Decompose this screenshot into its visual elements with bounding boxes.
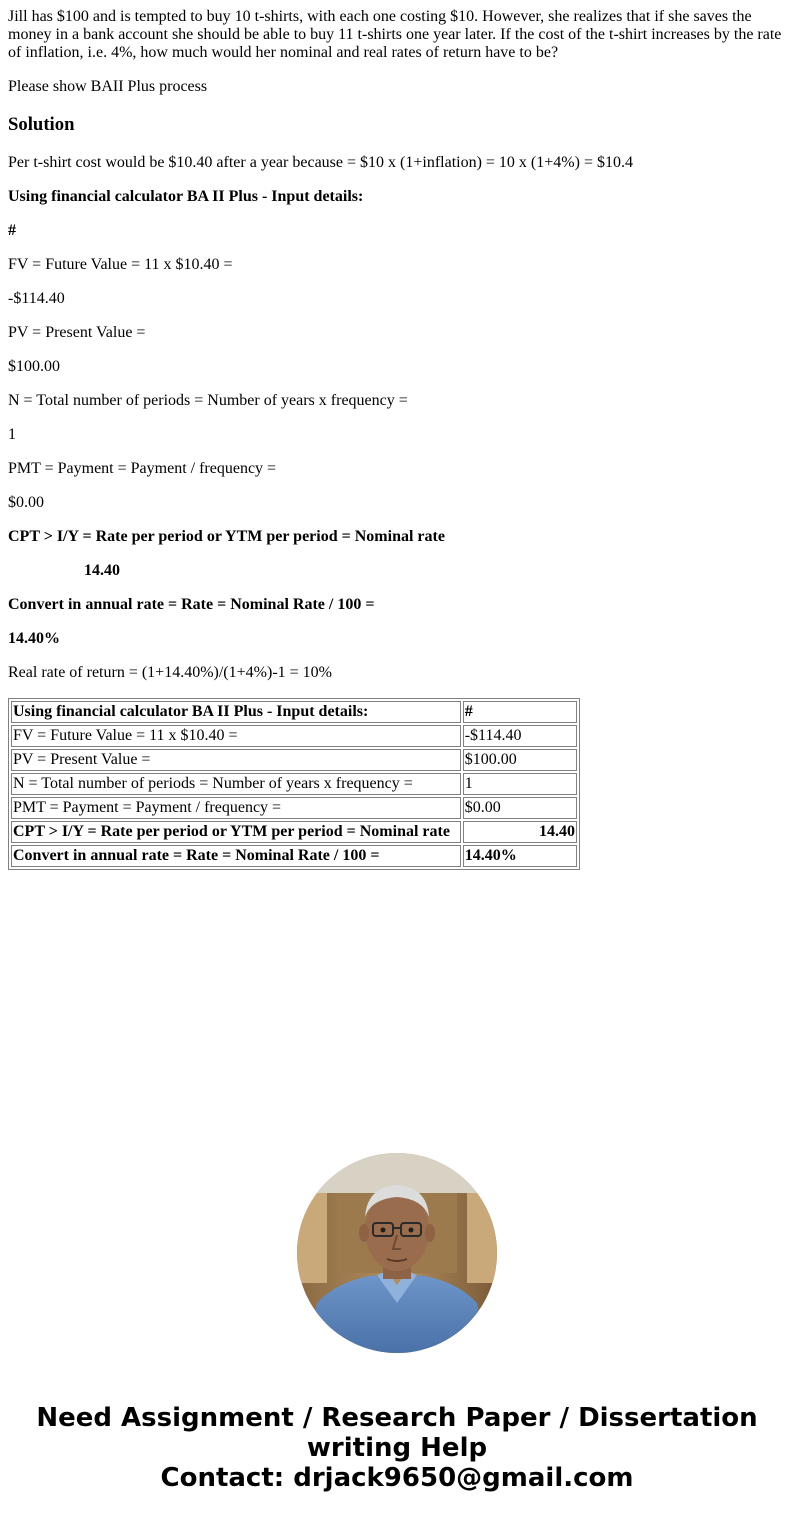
calculator-heading: Using financial calculator BA II Plus - Input details: (8, 188, 364, 205)
table-cell-label: FV = Future Value = 11 x $10.40 = (11, 725, 461, 747)
table-cell-value: $100.00 (463, 749, 577, 771)
n-value: 1 (8, 426, 16, 443)
table-cell-value: $0.00 (463, 797, 577, 819)
author-photo-illustration (297, 1153, 497, 1353)
calculator-inputs-table (8, 698, 580, 870)
table-cell-value: # (463, 701, 577, 723)
table-row (11, 773, 577, 795)
pv-value: $100.00 (8, 358, 60, 375)
pmt-label: PMT = Payment = Payment / frequency = (8, 460, 277, 477)
table-row (11, 701, 577, 723)
table-cell-value: 14.40% (463, 845, 577, 867)
table-cell-label: CPT > I/Y = Rate per period or YTM per period = Nominal rate (11, 821, 461, 843)
footer-line-contact: Contact: drjack9650@gmail.com (160, 1463, 634, 1493)
author-avatar (297, 1153, 497, 1353)
table-cell-value: -$114.40 (463, 725, 577, 747)
table-cell-label: Convert in annual rate = Rate = Nominal Rate / 100 = (11, 845, 461, 867)
document-body (8, 0, 786, 870)
pv-label: PV = Present Value = (8, 324, 146, 341)
table-cell-label: PV = Present Value = (11, 749, 461, 771)
table-row (11, 797, 577, 819)
hash-marker: # (8, 222, 16, 239)
footer-ad (0, 1403, 794, 1493)
convert-label: Convert in annual rate = Rate = Nominal Rate / 100 = (8, 596, 375, 613)
table-cell-label: PMT = Payment = Payment / frequency = (11, 797, 461, 819)
table-cell-label: Using financial calculator BA II Plus - Input details: (11, 701, 461, 723)
table-row (11, 821, 577, 843)
question-request: Please show BAII Plus process (8, 78, 208, 95)
fv-value: -$114.40 (8, 290, 65, 307)
cpt-value: 14.40 (84, 562, 120, 579)
table-cell-value: 1 (463, 773, 577, 795)
footer-line-help: Need Assignment / Research Paper / Dissertation writing Help (36, 1403, 758, 1463)
table-cell-value: 14.40 (463, 821, 577, 843)
table-row (11, 845, 577, 867)
cost-line: Per t-shirt cost would be $10.40 after a year because = $10 x (1+inflation) = 10 x (1+4%) = $10.4 (8, 154, 633, 171)
solution-heading: Solution (8, 114, 75, 135)
table-row (11, 725, 577, 747)
n-label: N = Total number of periods = Number of years x frequency = (8, 392, 408, 409)
pmt-value: $0.00 (8, 494, 44, 511)
fv-label: FV = Future Value = 11 x $10.40 = (8, 256, 233, 273)
question-text: Jill has $100 and is tempted to buy 10 t-shirts, with each one costing $10. However, she realizes that if she saves the money in a bank account she should be able to buy 11 t-shirts one year later. If the cost of the t-shirt increases by the rate of inflation, i.e. 4%, how much would her nominal and real rates of return have to be? (8, 8, 782, 61)
table-cell-label: N = Total number of periods = Number of years x frequency = (11, 773, 461, 795)
convert-value: 14.40% (8, 630, 60, 647)
table-row (11, 749, 577, 771)
real-rate-line: Real rate of return = (1+14.40%)/(1+4%)-1 = 10% (8, 664, 332, 681)
cpt-label: CPT > I/Y = Rate per period or YTM per period = Nominal rate (8, 528, 445, 545)
